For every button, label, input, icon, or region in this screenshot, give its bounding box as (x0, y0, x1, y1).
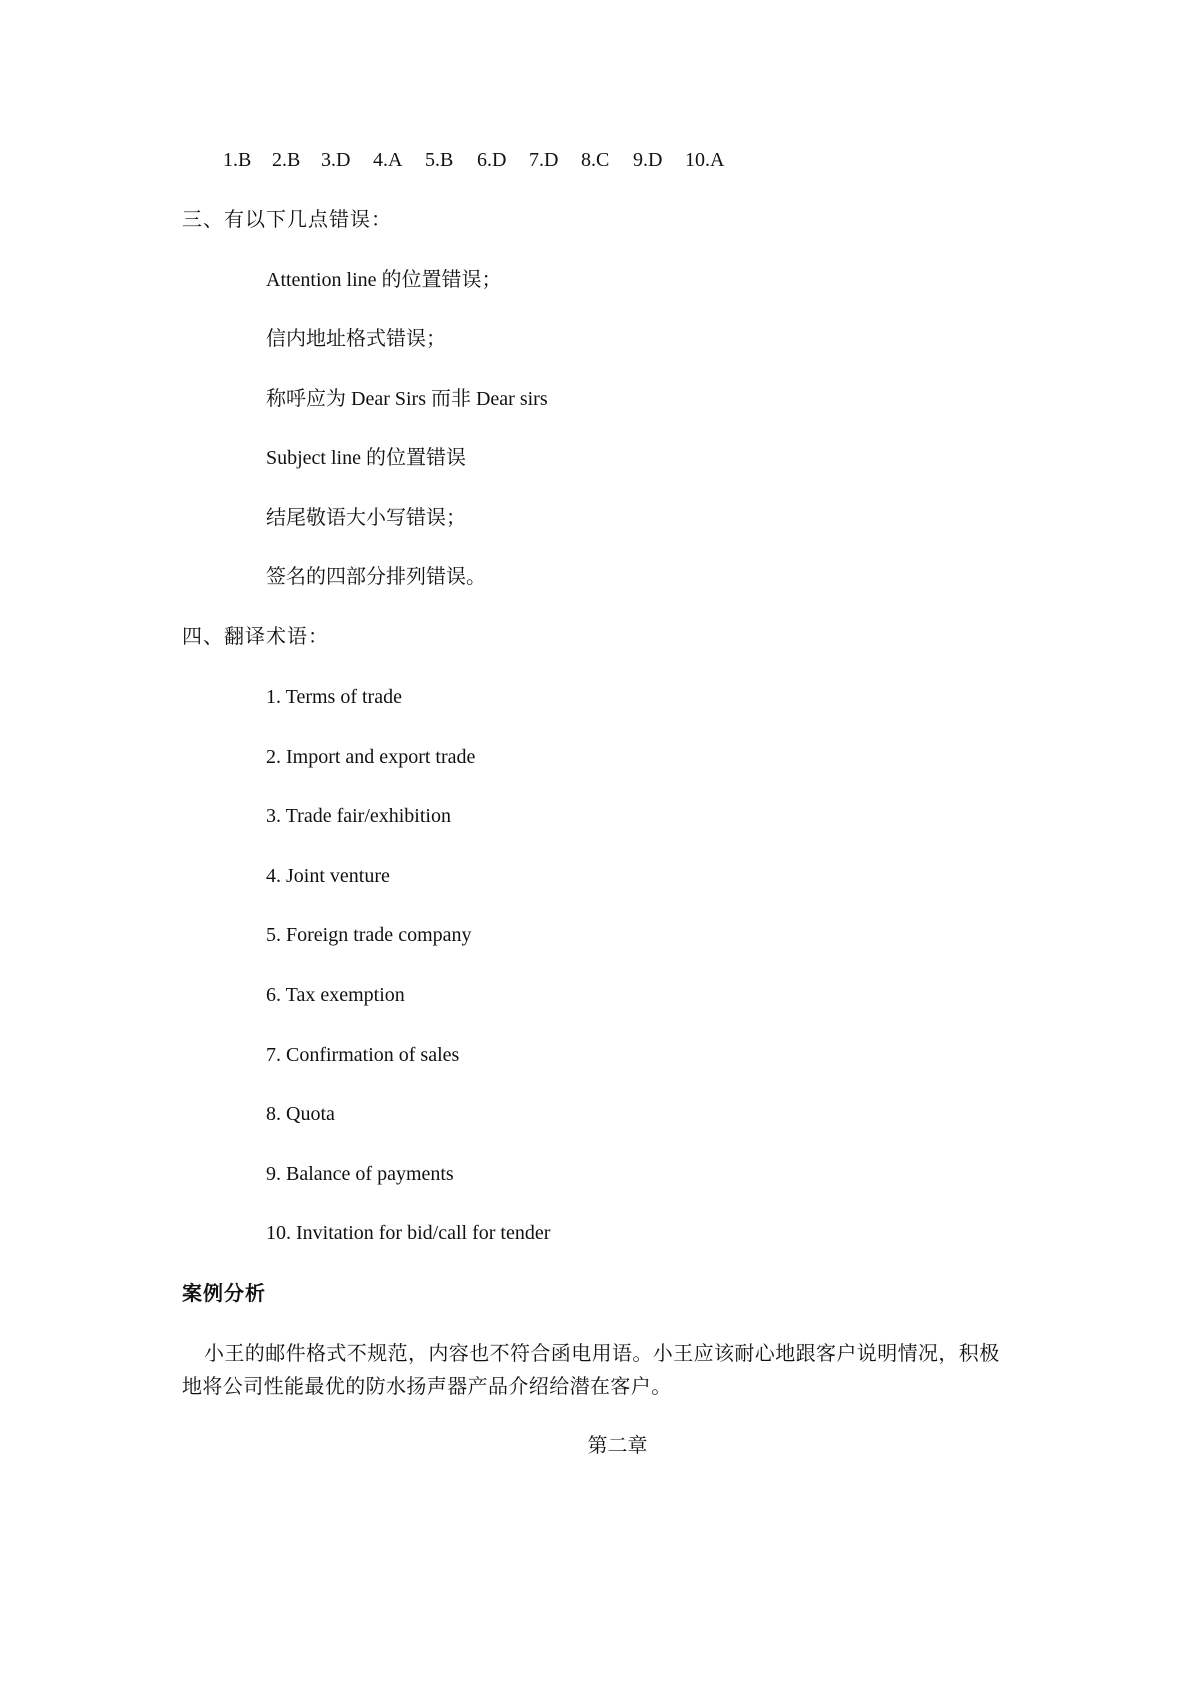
answer-10: 10.A (685, 149, 725, 171)
term-item: 7. Confirmation of sales (266, 1044, 460, 1066)
case-analysis-heading: 案例分析 (182, 1281, 266, 1305)
term-item: 8. Quota (266, 1103, 335, 1125)
answer-3: 3.D (321, 149, 351, 171)
answer-2: 2.B (272, 149, 301, 171)
error-item: Subject line 的位置错误 (266, 447, 466, 469)
error-item: Attention line 的位置错误； (266, 269, 502, 291)
answer-key-row (223, 148, 724, 172)
answer-4: 4.A (373, 149, 403, 171)
chapter-title: 第二章 (587, 1435, 648, 1457)
error-item: 结尾敬语大小写错误； (266, 507, 466, 529)
section-3-heading: 三、有以下几点错误： (182, 209, 392, 231)
error-item: 称呼应为 Dear Sirs 而非 Dear sirs (266, 388, 548, 410)
term-item: 6. Tax exemption (266, 984, 405, 1006)
answer-9: 9.D (633, 149, 663, 171)
term-item: 3. Trade fair/exhibition (266, 805, 451, 827)
error-item: 签名的四部分排列错误。 (266, 566, 486, 588)
answer-6: 6.D (477, 149, 507, 171)
term-item: 5. Foreign trade company (266, 924, 472, 946)
answer-7: 7.D (529, 149, 559, 171)
answer-1: 1.B (223, 149, 252, 171)
term-item: 2. Import and export trade (266, 746, 476, 768)
term-item: 10. Invitation for bid/call for tender (266, 1222, 551, 1244)
term-item: 4. Joint venture (266, 865, 390, 887)
answer-8: 8.C (581, 149, 610, 171)
term-item: 9. Balance of payments (266, 1163, 454, 1185)
answer-5: 5.B (425, 149, 454, 171)
section-4-heading: 四、翻译术语： (182, 626, 329, 648)
term-item: 1. Terms of trade (266, 686, 402, 708)
case-analysis-paragraph: 小王的邮件格式不规范，内容也不符合函电用语。小王应该耐心地跟客户说明情况，积极地将公司性能最优的防水扬声器产品介绍给潜在客户。 (182, 1343, 1000, 1398)
error-item: 信内地址格式错误； (266, 328, 446, 350)
